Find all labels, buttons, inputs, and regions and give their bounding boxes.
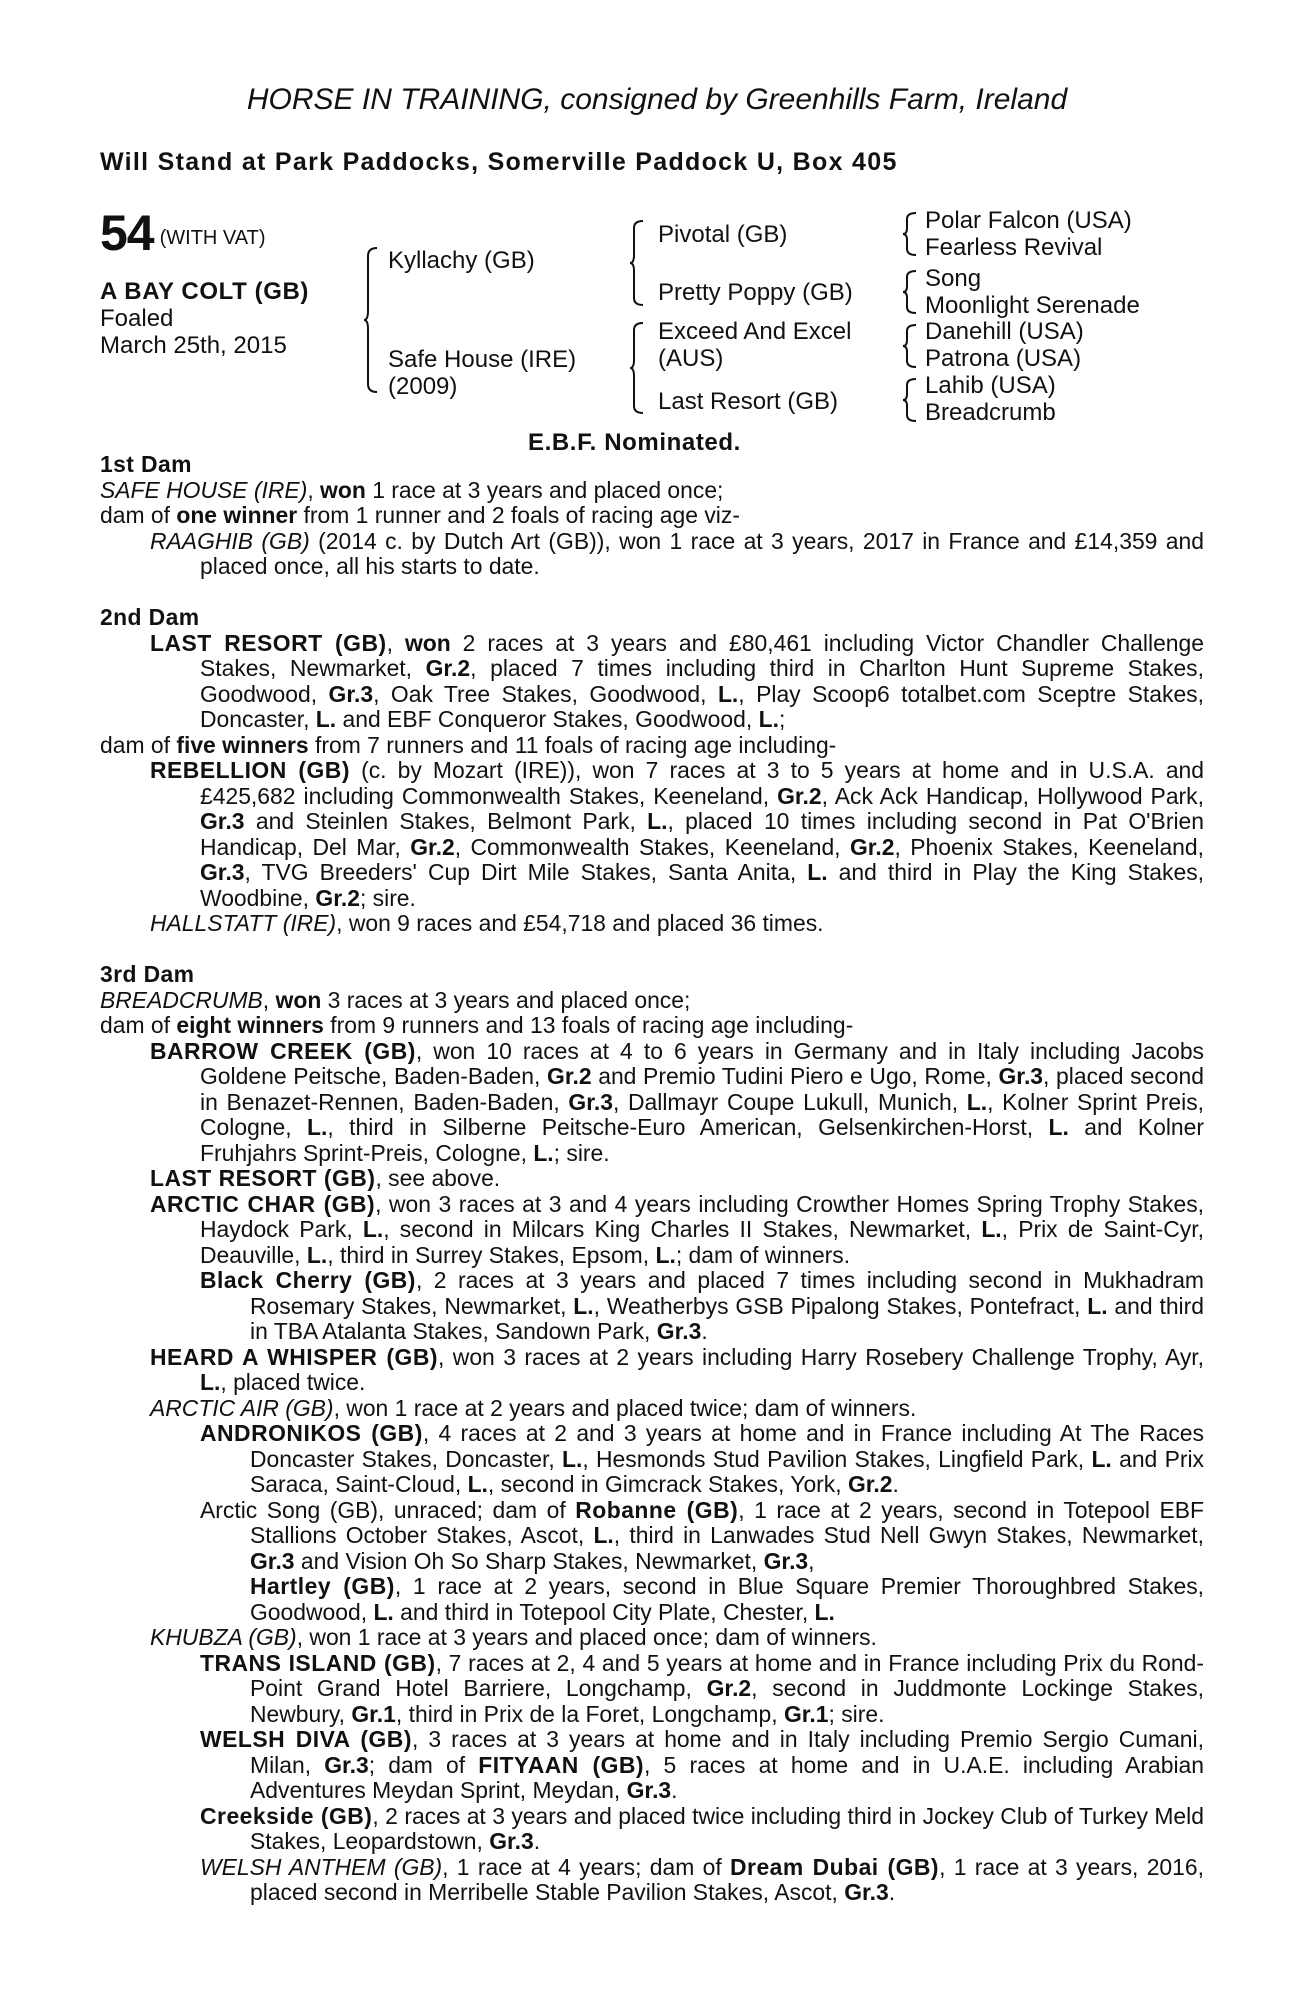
produce-creekside: Creekside (GB), 2 races at 3 years and placed twice including third in Jockey Club of Turkey Meld Stakes, Leopardstown, Gr.3.: [200, 1802, 1204, 1854]
horse-title: A BAY COLT (GB): [100, 278, 310, 305]
grandparent-8: Breadcrumb: [925, 399, 1056, 426]
dam-dam-name: Last Resort (GB): [658, 388, 839, 415]
produce-andronikos: ANDRONIKOS (GB), 4 races at 2 and 3 years at home and in France including At The Races Doncaster Stakes, Doncaster, L., Hesmonds Stud Pavilion Stakes, Lingfield Park, L. and Prix Saraca, Saint-Cloud, L., second in Gimcrack Stakes, York, Gr.2.: [200, 1420, 1204, 1497]
brace-dam-parents: [630, 322, 644, 414]
ebf-nominated: E.B.F. Nominated.: [528, 429, 741, 456]
first-dam-heading: 1st Dam: [100, 451, 192, 477]
second-dam-heading: 2nd Dam: [100, 604, 200, 630]
second-dam-record: LAST RESORT (GB), won 2 races at 3 years and £80,461 including Victor Chandler Challenge Stakes, Newmarket, Gr.2, placed 7 times including third in Charlton Hunt Supreme Stakes, Goodwood, Gr.3, Oak Tree Stakes, Goodwood, L., Play Scoop6 totalbet.com Sceptre Stakes, Doncaster, L. and EBF Conqueror Stakes, Goodwood, L.;: [150, 629, 1204, 732]
lot-number-block: [100, 205, 266, 274]
grandparent-2: Fearless Revival: [925, 234, 1103, 261]
horse-description: [100, 278, 309, 359]
third-dam-produce: dam of eight winners from 9 runners and 13 foals of racing age including-: [100, 1012, 854, 1038]
dam-name-line1: Safe House (IRE): [388, 346, 577, 373]
dam-sire-line1: Exceed And Excel: [658, 318, 852, 345]
first-dam-produce: dam of one winner from 1 runner and 2 foals of racing age viz-: [100, 502, 740, 528]
consignor-line: HORSE IN TRAINING, consigned by Greenhills Farm, Ireland: [246, 83, 1068, 116]
pedigree-notes: [100, 452, 1204, 1906]
produce-barrow-creek: BARROW CREEK (GB), won 10 races at 4 to 6 years in Germany and in Italy including Jacobs Goldene Peitsche, Baden-Baden, Gr.2 and Premio Tudini Piero e Ugo, Rome, Gr.3, placed second in Benazet-Rennen, Baden-Baden, Gr.3, Dallmayr Coupe Lukull, Munich, L., Kolner Sprint Preis, Cologne, L., third in Silberne Peitsche-Euro American, Gelsenkirchen-Horst, L. and Kolner Fruhjahrs Sprint-Preis, Cologne, L.; sire.: [150, 1037, 1205, 1166]
brace-g2: [903, 270, 917, 314]
grandparent-5: Danehill (USA): [925, 318, 1084, 345]
brace-sire-parents: [630, 220, 644, 306]
produce-arctic-air: ARCTIC AIR (GB), won 1 race at 2 years and placed twice; dam of winners.: [150, 1394, 917, 1421]
produce-raaghib: RAAGHIB (GB) (2014 c. by Dutch Art (GB)), won 1 race at 3 years, 2017 in France and £14,359 and placed once, all his starts to date.: [150, 527, 1204, 579]
brace-first-generation: [364, 247, 378, 393]
stabling-line: Will Stand at Park Paddocks, Somerville Paddock U, Box 405: [100, 148, 898, 176]
sire-dam-name: Pretty Poppy (GB): [658, 279, 853, 306]
brace-g1: [903, 212, 917, 256]
produce-heard-a-whisper: HEARD A WHISPER (GB), won 3 races at 2 years including Harry Rosebery Challenge Trophy, Ayr, L., placed twice.: [150, 1343, 1204, 1395]
third-dam-record: BREADCRUMB, won 3 races at 3 years and placed once;: [100, 986, 691, 1013]
produce-black-cherry: Black Cherry (GB), 2 races at 3 years and placed 7 times including second in Mukhadram Rosemary Stakes, Newmarket, L., Weatherbys GSB Pipalong Stakes, Pontefract, L. and third in TBA Atalanta Stakes, Sandown Park, Gr.3.: [200, 1267, 1204, 1344]
second-dam-produce: dam of five winners from 7 runners and 11 foals of racing age including-: [100, 731, 837, 758]
grandparent-7: Lahib (USA): [925, 372, 1056, 399]
foaled-date: March 25th, 2015: [100, 332, 287, 359]
produce-hallstatt: HALLSTATT (IRE), won 9 races and £54,718 and placed 36 times.: [150, 910, 824, 936]
dam-name: [388, 346, 576, 400]
produce-rebellion: REBELLION (GB) (c. by Mozart (IRE)), won 7 races at 3 to 5 years at home and in U.S.A. and £425,682 including Commonwealth Stakes, Keeneland, Gr.2, Ack Ack Handicap, Hollywood Park, Gr.3 and Steinlen Stakes, Belmont Park, L., placed 10 times including second in Pat O'Brien Handicap, Del Mar, Gr.2, Commonwealth Stakes, Keeneland, Gr.2, Phoenix Stakes, Keeneland, Gr.3, TVG Breeders' Cup Dirt Mile Stakes, Santa Anita, L. and third in Play the King Stakes, Woodbine, Gr.2; sire.: [150, 757, 1205, 911]
vat-note: (WITH VAT): [159, 227, 266, 249]
dam-sire-line2: (AUS): [658, 345, 724, 372]
produce-welsh-anthem: WELSH ANTHEM (GB), 1 race at 4 years; dam of Dream Dubai (GB), 1 race at 3 years, 2016, placed second in Merribelle Stable Pavilion Stakes, Ascot, Gr.3.: [200, 1853, 1204, 1905]
brace-g4: [903, 378, 917, 422]
grandparent-4: Moonlight Serenade: [925, 292, 1140, 319]
produce-welsh-diva: WELSH DIVA (GB), 3 races at 3 years at home and in Italy including Premio Sergio Cumani, Milan, Gr.3; dam of FITYAAN (GB), 5 races at home and in U.A.E. including Arabian Adventures Meydan Sprint, Meydan, Gr.3.: [200, 1726, 1204, 1803]
dam-name-line2: (2009): [388, 373, 458, 400]
third-dam-heading: 3rd Dam: [100, 961, 195, 987]
produce-arctic-char: ARCTIC CHAR (GB), won 3 races at 3 and 4 years including Crowther Homes Spring Trophy Stakes, Haydock Park, L., second in Milcars King Charles II Stakes, Newmarket, L., Prix de Saint-Cyr, Deauville, L., third in Surrey Stakes, Epsom, L.; dam of winners.: [150, 1190, 1204, 1268]
grandparent-3: Song: [925, 265, 982, 292]
grandparent-1: Polar Falcon (USA): [925, 207, 1132, 234]
brace-g3: [903, 324, 917, 368]
first-dam-record: SAFE HOUSE (IRE), won 1 race at 3 years and placed once;: [100, 476, 724, 503]
lot-number: 54: [100, 205, 154, 261]
produce-hartley: Hartley (GB), 1 race at 2 years, second in Blue Square Premier Thoroughbred Stakes, Goodwood, L. and third in Totepool City Plate, Chester, L.: [250, 1573, 1204, 1625]
produce-arctic-song: Arctic Song (GB), unraced; dam of Robanne (GB), 1 race at 2 years, second in Totepool EBF Stallions October Stakes, Ascot, L., third in Lanwades Stud Nell Gwyn Stakes, Newmarket, Gr.3 and Vision Oh So Sharp Stakes, Newmarket, Gr.3,: [200, 1496, 1204, 1574]
grandparent-6: Patrona (USA): [925, 345, 1082, 372]
dam-sire-name: [658, 318, 851, 372]
produce-last-resort: LAST RESORT (GB), see above.: [150, 1165, 501, 1191]
foaled-label: Foaled: [100, 305, 174, 332]
produce-trans-island: TRANS ISLAND (GB), 7 races at 2, 4 and 5 years at home and in France including Prix du Rond-Point Grand Hotel Barriere, Longchamp, Gr.2, second in Juddmonte Lockinge Stakes, Newbury, Gr.1, third in Prix de la Foret, Longchamp, Gr.1; sire.: [200, 1649, 1205, 1727]
produce-khubza: KHUBZA (GB), won 1 race at 3 years and placed once; dam of winners.: [150, 1624, 877, 1650]
sire-sire-name: Pivotal (GB): [658, 221, 788, 248]
sire-name: Kyllachy (GB): [388, 247, 535, 274]
